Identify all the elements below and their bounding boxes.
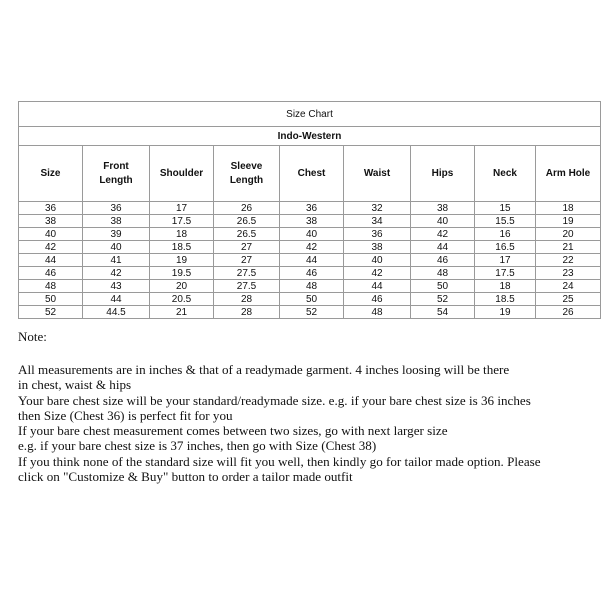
- table-cell: 19: [536, 215, 601, 228]
- table-cell: 16: [475, 228, 536, 241]
- table-cell: 46: [344, 293, 411, 306]
- table-cell: 40: [344, 254, 411, 267]
- table-cell: 40: [83, 241, 150, 254]
- table-cell: 43: [83, 280, 150, 293]
- chart-subtitle: Indo-Western: [19, 127, 601, 146]
- table-cell: 21: [536, 241, 601, 254]
- table-cell: 44: [280, 254, 344, 267]
- table-cell: 27.5: [214, 267, 280, 280]
- table-cell: 40: [19, 228, 83, 241]
- table-cell: 17: [475, 254, 536, 267]
- table-row: [19, 215, 601, 228]
- size-chart-table: [18, 101, 601, 319]
- table-cell: 18: [150, 228, 214, 241]
- table-cell: 15: [475, 202, 536, 215]
- table-cell: 40: [280, 228, 344, 241]
- table-cell: 34: [344, 215, 411, 228]
- chart-title: Size Chart: [19, 102, 601, 127]
- column-header: Sleeve Length: [214, 146, 280, 202]
- table-cell: 44.5: [83, 306, 150, 319]
- table-cell: 48: [344, 306, 411, 319]
- table-row: [19, 306, 601, 319]
- table-cell: 19: [475, 306, 536, 319]
- table-cell: 52: [411, 293, 475, 306]
- table-cell: 15.5: [475, 215, 536, 228]
- table-row: [19, 267, 601, 280]
- table-cell: 25: [536, 293, 601, 306]
- table-cell: 54: [411, 306, 475, 319]
- column-header: Front Length: [83, 146, 150, 202]
- table-cell: 38: [83, 215, 150, 228]
- note-line: Your bare chest size will be your standard/readymade size. e.g. if your bare chest size is 36 inches: [18, 392, 531, 408]
- table-cell: 44: [19, 254, 83, 267]
- table-cell: 42: [411, 228, 475, 241]
- column-header: Chest: [280, 146, 344, 202]
- table-cell: 17: [150, 202, 214, 215]
- table-cell: 50: [411, 280, 475, 293]
- note-line: click on "Customize & Buy" button to order a tailor made outfit: [18, 469, 353, 485]
- table-cell: 24: [536, 280, 601, 293]
- table-cell: 20: [536, 228, 601, 241]
- table-cell: 23: [536, 267, 601, 280]
- table-cell: 46: [411, 254, 475, 267]
- note-line: If you think none of the standard size will fit you well, then kindly go for tailor made option. Please: [18, 453, 541, 469]
- table-cell: 42: [83, 267, 150, 280]
- table-cell: 26.5: [214, 215, 280, 228]
- table-cell: 48: [411, 267, 475, 280]
- table-cell: 22: [536, 254, 601, 267]
- table-row: [19, 280, 601, 293]
- column-header: Neck: [475, 146, 536, 202]
- table-cell: 36: [83, 202, 150, 215]
- note-text: [18, 362, 598, 484]
- table-cell: 52: [280, 306, 344, 319]
- column-header: Arm Hole: [536, 146, 601, 202]
- table-cell: 26: [536, 306, 601, 319]
- table-row: [19, 241, 601, 254]
- table-cell: 42: [344, 267, 411, 280]
- table-cell: 44: [411, 241, 475, 254]
- table-cell: 48: [19, 280, 83, 293]
- table-row: [19, 254, 601, 267]
- table-cell: 46: [280, 267, 344, 280]
- table-cell: 48: [280, 280, 344, 293]
- table-cell: 52: [19, 306, 83, 319]
- table-cell: 28: [214, 293, 280, 306]
- note-line: then Size (Chest 36) is perfect fit for you: [18, 407, 233, 423]
- table-cell: 18: [536, 202, 601, 215]
- table-cell: 42: [280, 241, 344, 254]
- table-cell: 21: [150, 306, 214, 319]
- table-cell: 50: [19, 293, 83, 306]
- table-row: [19, 293, 601, 306]
- table-cell: 44: [83, 293, 150, 306]
- note-label: Note:: [18, 329, 47, 344]
- table-cell: 36: [344, 228, 411, 241]
- note-line: All measurements are in inches & that of a readymade garment. 4 inches loosing will be there: [18, 362, 510, 377]
- table-cell: 36: [280, 202, 344, 215]
- table-cell: 42: [19, 241, 83, 254]
- note-line: in chest, waist & hips: [18, 377, 132, 393]
- table-cell: 18.5: [475, 293, 536, 306]
- table-cell: 20.5: [150, 293, 214, 306]
- note-line: e.g. if your bare chest size is 37 inches, then go with Size (Chest 38): [18, 438, 377, 454]
- size-chart: [18, 101, 600, 319]
- column-header: Waist: [344, 146, 411, 202]
- table-cell: 28: [214, 306, 280, 319]
- table-cell: 36: [19, 202, 83, 215]
- table-cell: 38: [280, 215, 344, 228]
- table-cell: 20: [150, 280, 214, 293]
- table-cell: 26.5: [214, 228, 280, 241]
- note-line: If your bare chest measurement comes between two sizes, go with next larger size: [18, 423, 448, 439]
- table-cell: 19: [150, 254, 214, 267]
- table-cell: 32: [344, 202, 411, 215]
- column-header: Shoulder: [150, 146, 214, 202]
- column-header: Hips: [411, 146, 475, 202]
- table-cell: 18.5: [150, 241, 214, 254]
- table-cell: 41: [83, 254, 150, 267]
- table-cell: 27: [214, 254, 280, 267]
- table-cell: 38: [19, 215, 83, 228]
- table-cell: 27: [214, 241, 280, 254]
- table-cell: 46: [19, 267, 83, 280]
- table-row: [19, 202, 601, 215]
- table-cell: 44: [344, 280, 411, 293]
- table-cell: 38: [344, 241, 411, 254]
- table-cell: 19.5: [150, 267, 214, 280]
- table-cell: 17.5: [150, 215, 214, 228]
- table-cell: 17.5: [475, 267, 536, 280]
- table-cell: 18: [475, 280, 536, 293]
- column-header: Size: [19, 146, 83, 202]
- table-cell: 39: [83, 228, 150, 241]
- table-row: [19, 228, 601, 241]
- header-row: [19, 146, 601, 202]
- table-cell: 16.5: [475, 241, 536, 254]
- table-cell: 27.5: [214, 280, 280, 293]
- table-cell: 40: [411, 215, 475, 228]
- table-cell: 38: [411, 202, 475, 215]
- table-cell: 26: [214, 202, 280, 215]
- table-cell: 50: [280, 293, 344, 306]
